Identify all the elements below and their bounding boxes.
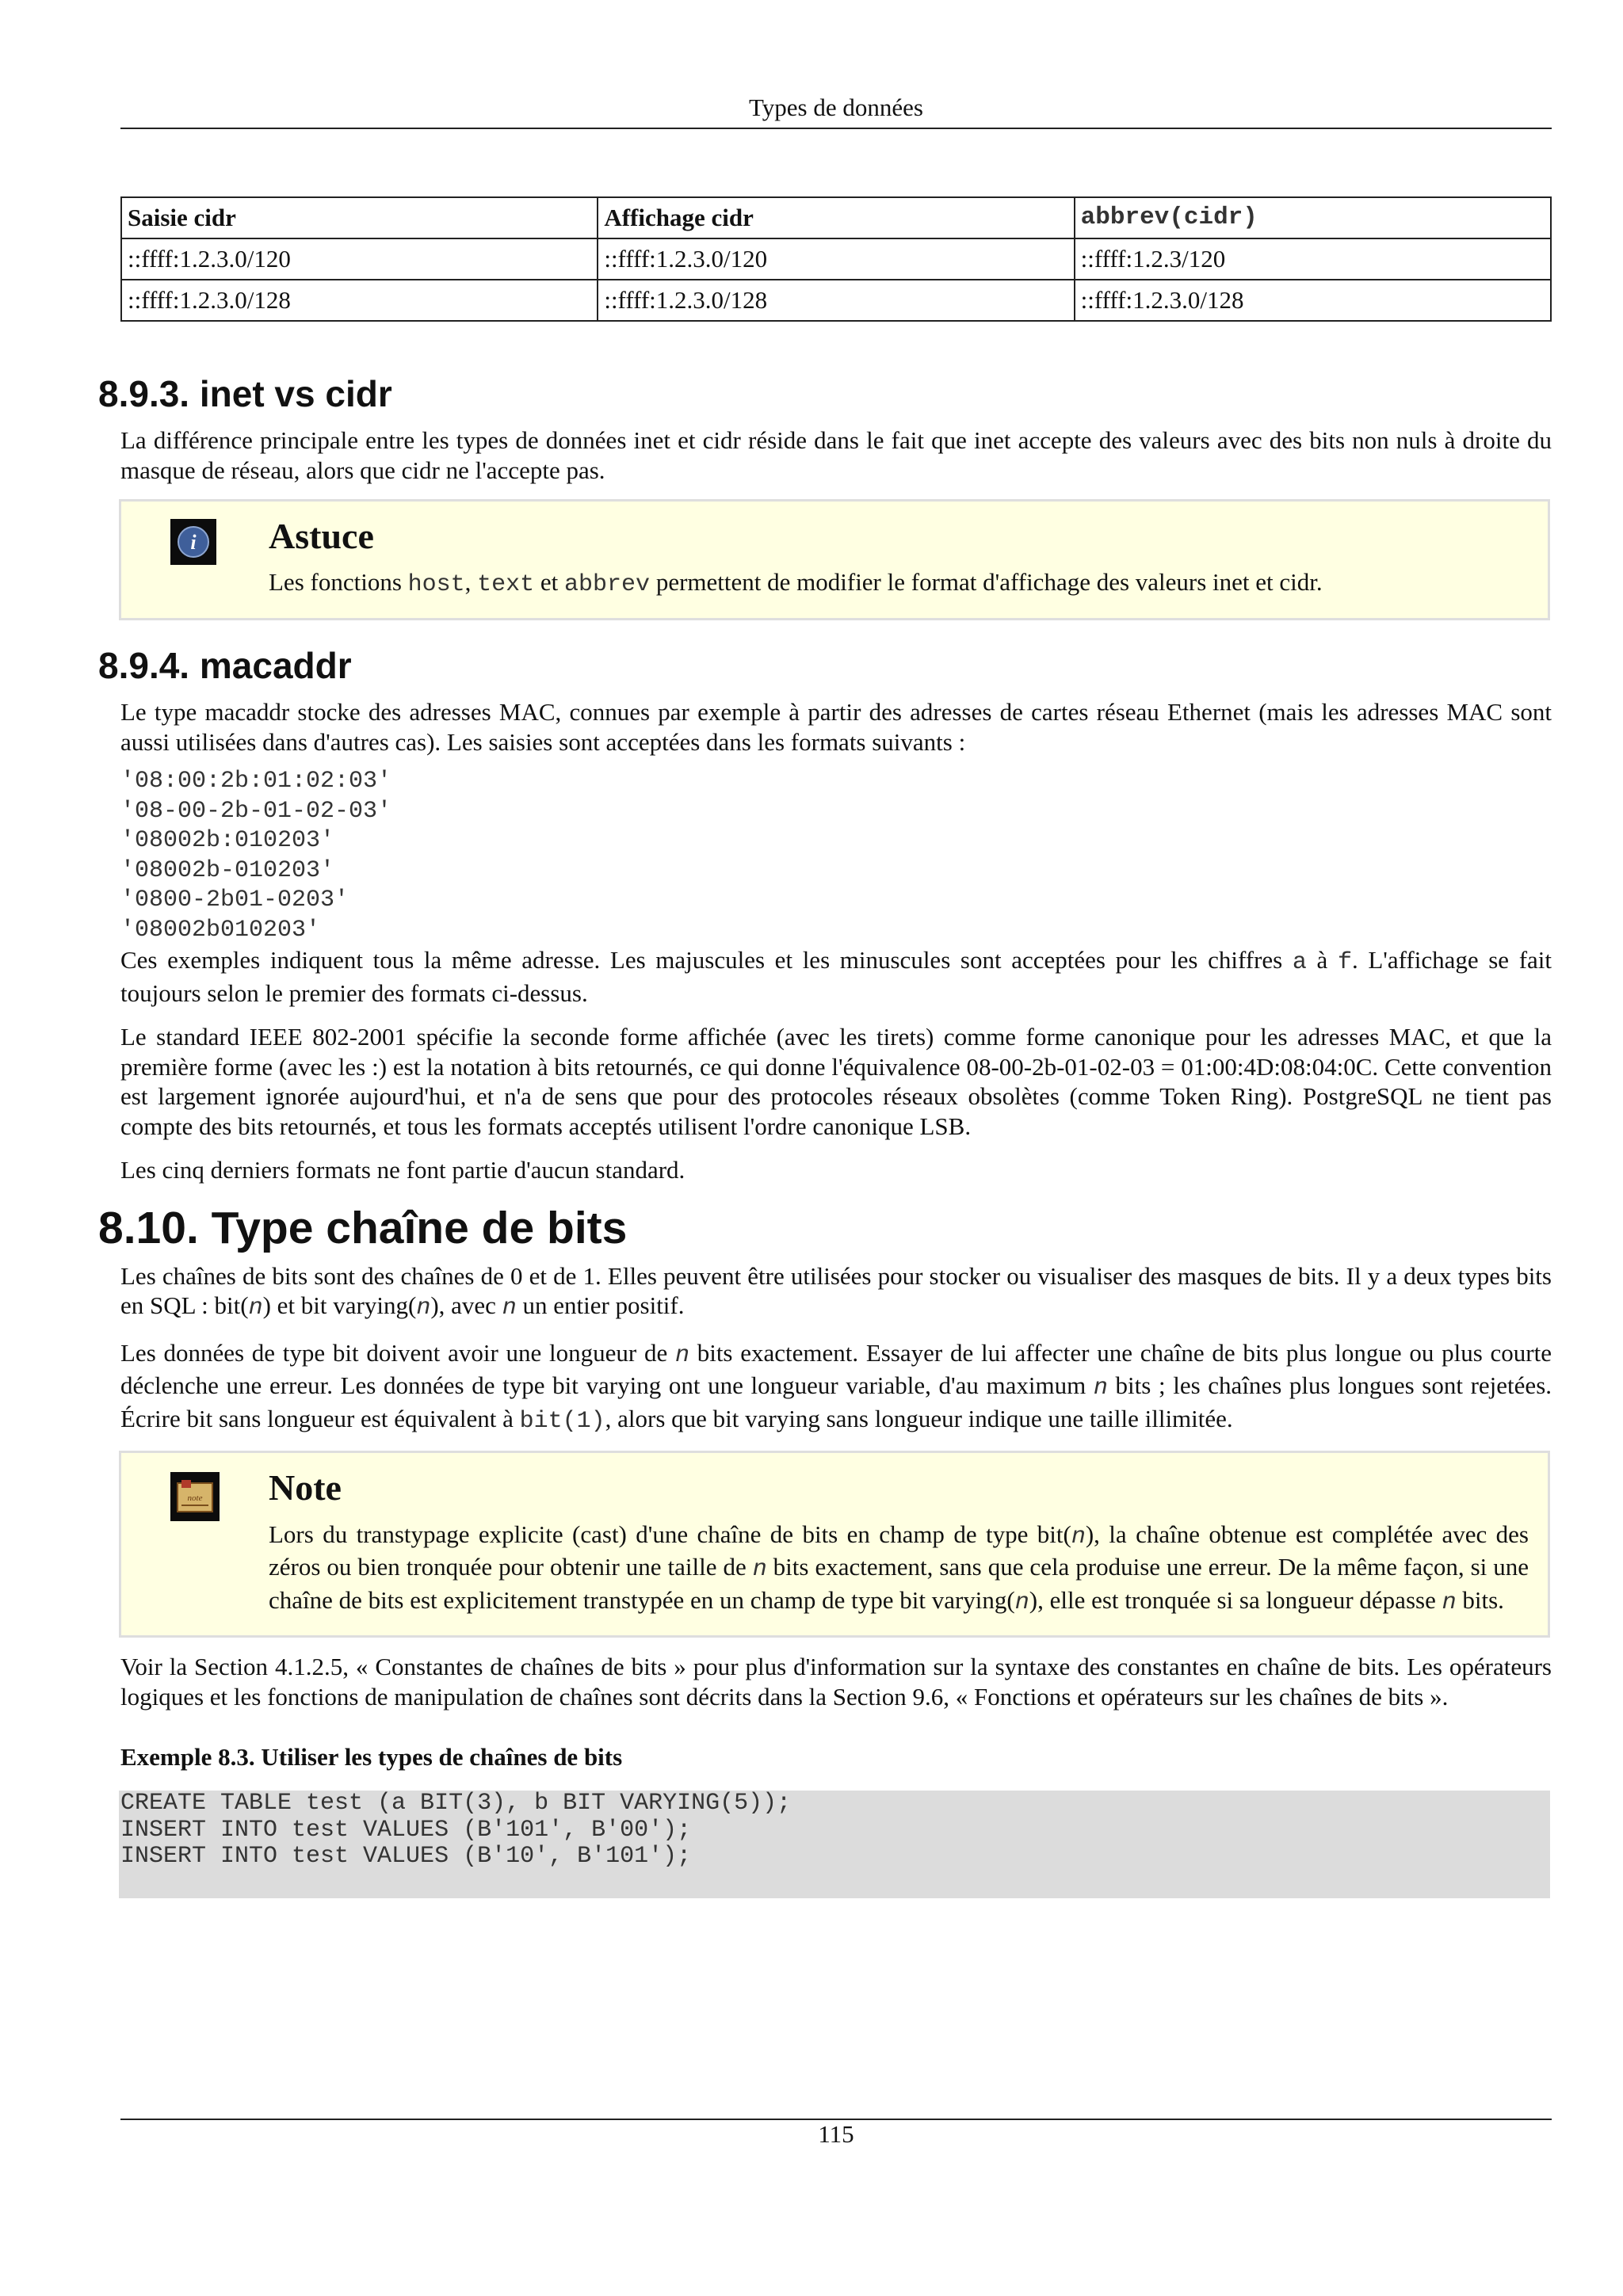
code-line: '08002b010203' <box>120 916 321 944</box>
tip-text: Les fonctions host, text et abbrev permettent de modifier le format d'affichage des valeurs inet et cidr. <box>269 568 1323 599</box>
tip-title: Astuce <box>269 516 374 557</box>
table-header-cell: abbrev(cidr) <box>1075 197 1551 238</box>
table-row <box>121 280 1551 321</box>
code-block <box>119 1791 1550 1898</box>
paragraph: Les cinq derniers formats ne font partie d'aucun standard. <box>120 1156 685 1184</box>
svg-text:i: i <box>190 531 197 555</box>
section-heading-inet-vs-cidr: 8.9.3. inet vs cidr <box>98 373 392 414</box>
table-cell: ::ffff:1.2.3/120 <box>1075 238 1551 280</box>
section-heading-bit-strings: 8.10. Type chaîne de bits <box>98 1202 628 1253</box>
table-cell: ::ffff:1.2.3.0/128 <box>121 280 598 321</box>
paragraph: Les données de type bit doivent avoir une longueur de n bits exactement. Essayer de lui affecter une chaîne de bits plus longue ou plus courte déclenche une erreur. Les données de type bit varying ont une longueur variable, d'au maximum n bits ; les chaînes plus longues sont rejetées. Écrire bit sans longueur est équivalent à bit(1), alors que bit varying sans longueur indique une taille illimitée. <box>120 1338 1552 1435</box>
code-line: CREATE TABLE test (a BIT(3), b BIT VARYING(5)); <box>120 1790 792 1817</box>
running-header: Types de données <box>749 93 923 121</box>
table-row <box>121 238 1551 280</box>
table-header-cell: Affichage cidr <box>598 197 1074 238</box>
table-cell: ::ffff:1.2.3.0/128 <box>1075 280 1551 321</box>
note-box <box>119 1451 1550 1638</box>
page-content <box>0 196 1623 1898</box>
note-text: Lors du transtypage explicite (cast) d'une chaîne de bits en champ de type bit(n), la chaîne obtenue est complétée avec des zéros ou bien tronquée pour obtenir une taille de n bits exactement, sans que cela produise une erreur. De la même façon, si une chaîne de bits est explicitement transtypée en un champ de type bit varying(n), elle est tronquée si sa longueur dépasse n bits. <box>269 1520 1529 1616</box>
code-line: INSERT INTO test VALUES (B'10', B'101'); <box>120 1843 692 1871</box>
table-cell: ::ffff:1.2.3.0/128 <box>598 280 1074 321</box>
table-header-row <box>121 197 1551 238</box>
code-line: '08002b:010203' <box>120 827 335 855</box>
cidr-table <box>120 196 1552 322</box>
section-heading-macaddr: 8.9.4. macaddr <box>98 644 352 686</box>
tip-box <box>119 499 1550 620</box>
svg-text:note: note <box>187 1493 203 1504</box>
mac-formats-list <box>120 767 1623 945</box>
note-icon <box>170 1472 220 1521</box>
code-line: '08:00:2b:01:02:03' <box>120 768 392 795</box>
code-line: '0800-2b01-0203' <box>120 887 349 914</box>
table-cell: ::ffff:1.2.3.0/120 <box>121 238 598 280</box>
paragraph: Le standard IEEE 802-2001 spécifie la seconde forme affichée (avec les tirets) comme forme canonique pour les adresses MAC, et que la première forme (avec les :) est la notation à bits retournés, ce qui donne l'équivalence 08-00-2b-01-02-03 = 01:00:4D:08:04:0C. Cette convention est largement ignorée aujourd'hui, et n'a de sens que pour des protocoles réseaux obsolètes (comme Token Ring). PostgreSQL ne tient pas compte des bits retournés, et tous les formats acceptés utilisent l'ordre canonique LSB. <box>120 1023 1552 1140</box>
table-header-cell: Saisie cidr <box>121 197 598 238</box>
header-rule <box>120 128 1552 129</box>
code-listing <box>120 1791 1549 1871</box>
example-title: Exemple 8.3. Utiliser les types de chaînes de bits <box>120 1743 623 1772</box>
paragraph: Ces exemples indiquent tous la même adresse. Les majuscules et les minuscules sont acceptées pour les chiffres a à f. L'affichage se fait toujours selon le premier des formats ci-dessus. <box>120 946 1552 1007</box>
paragraph: Voir la Section 4.1.2.5, « Constantes de chaînes de bits » pour plus d'information sur la syntaxe des constantes en chaîne de bits. Les opérateurs logiques et les fonctions de manipulation de chaînes sont décrits dans la Section 9.6, « Fonctions et opérateurs sur les chaînes de bits ». <box>120 1653 1552 1711</box>
paragraph: La différence principale entre les types de données inet et cidr réside dans le fait que inet accepte des valeurs avec des bits non nuls à droite du masque de réseau, alors que cidr ne l'accepte pas. <box>120 426 1552 484</box>
page-number: 115 <box>818 2120 854 2148</box>
paragraph: Les chaînes de bits sont des chaînes de 0 et de 1. Elles peuvent être utilisées pour stocker ou visualiser des masques de bits. Il y a deux types bits en SQL : bit(n) et bit varying(n), avec n un entier positif. <box>120 1261 1552 1322</box>
paragraph: Le type macaddr stocke des adresses MAC, connues par exemple à partir des adresses de cartes réseau Ethernet (mais les adresses MAC sont aussi utilisées dans d'autres cas). Les saisies sont acceptées dans les formats suivants : <box>120 698 1552 756</box>
code-line: '08002b-010203' <box>120 856 335 884</box>
table-cell: ::ffff:1.2.3.0/120 <box>598 238 1074 280</box>
note-title: Note <box>269 1467 342 1508</box>
info-icon <box>170 519 216 565</box>
code-line: INSERT INTO test VALUES (B'101', B'00'); <box>120 1816 692 1844</box>
code-line: '08-00-2b-01-02-03' <box>120 797 392 825</box>
